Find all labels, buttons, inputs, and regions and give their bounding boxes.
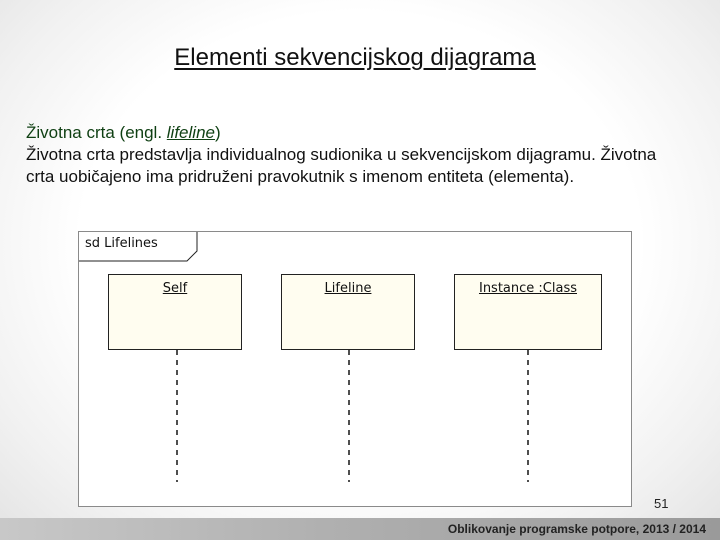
heading-term: lifeline <box>166 123 215 142</box>
lifeline-heading <box>26 122 686 144</box>
lifeline-box-instance <box>454 274 602 350</box>
heading-part-1: Životna crta (engl. <box>26 123 167 142</box>
lifeline-label-self: Self <box>162 281 188 296</box>
lifeline-label-lifeline: Lifeline <box>324 281 372 296</box>
frame-label: sd Lifelines <box>85 236 158 251</box>
lifeline-description: Životna crta predstavlja individualnog sudionika u sekvencijskom dijagramu. Životna crta uobičajeno ima pridruženi pravokutnik s imenom entiteta (elementa). <box>26 145 657 186</box>
heading-part-3: ) <box>214 123 221 142</box>
footer-text: Oblikovanje programske potpore, 2013 / 2014 <box>447 522 706 536</box>
lifeline-box-lifeline <box>281 274 415 350</box>
page-number: 51 <box>654 496 669 511</box>
footer-bar <box>0 518 720 540</box>
slide-body <box>26 122 686 188</box>
lifeline-label-instance: Instance :Class <box>478 281 577 296</box>
sequence-diagram <box>78 231 632 507</box>
lifeline-box-self <box>108 274 242 350</box>
slide-title: Elementi sekvencijskog dijagrama <box>174 44 536 71</box>
